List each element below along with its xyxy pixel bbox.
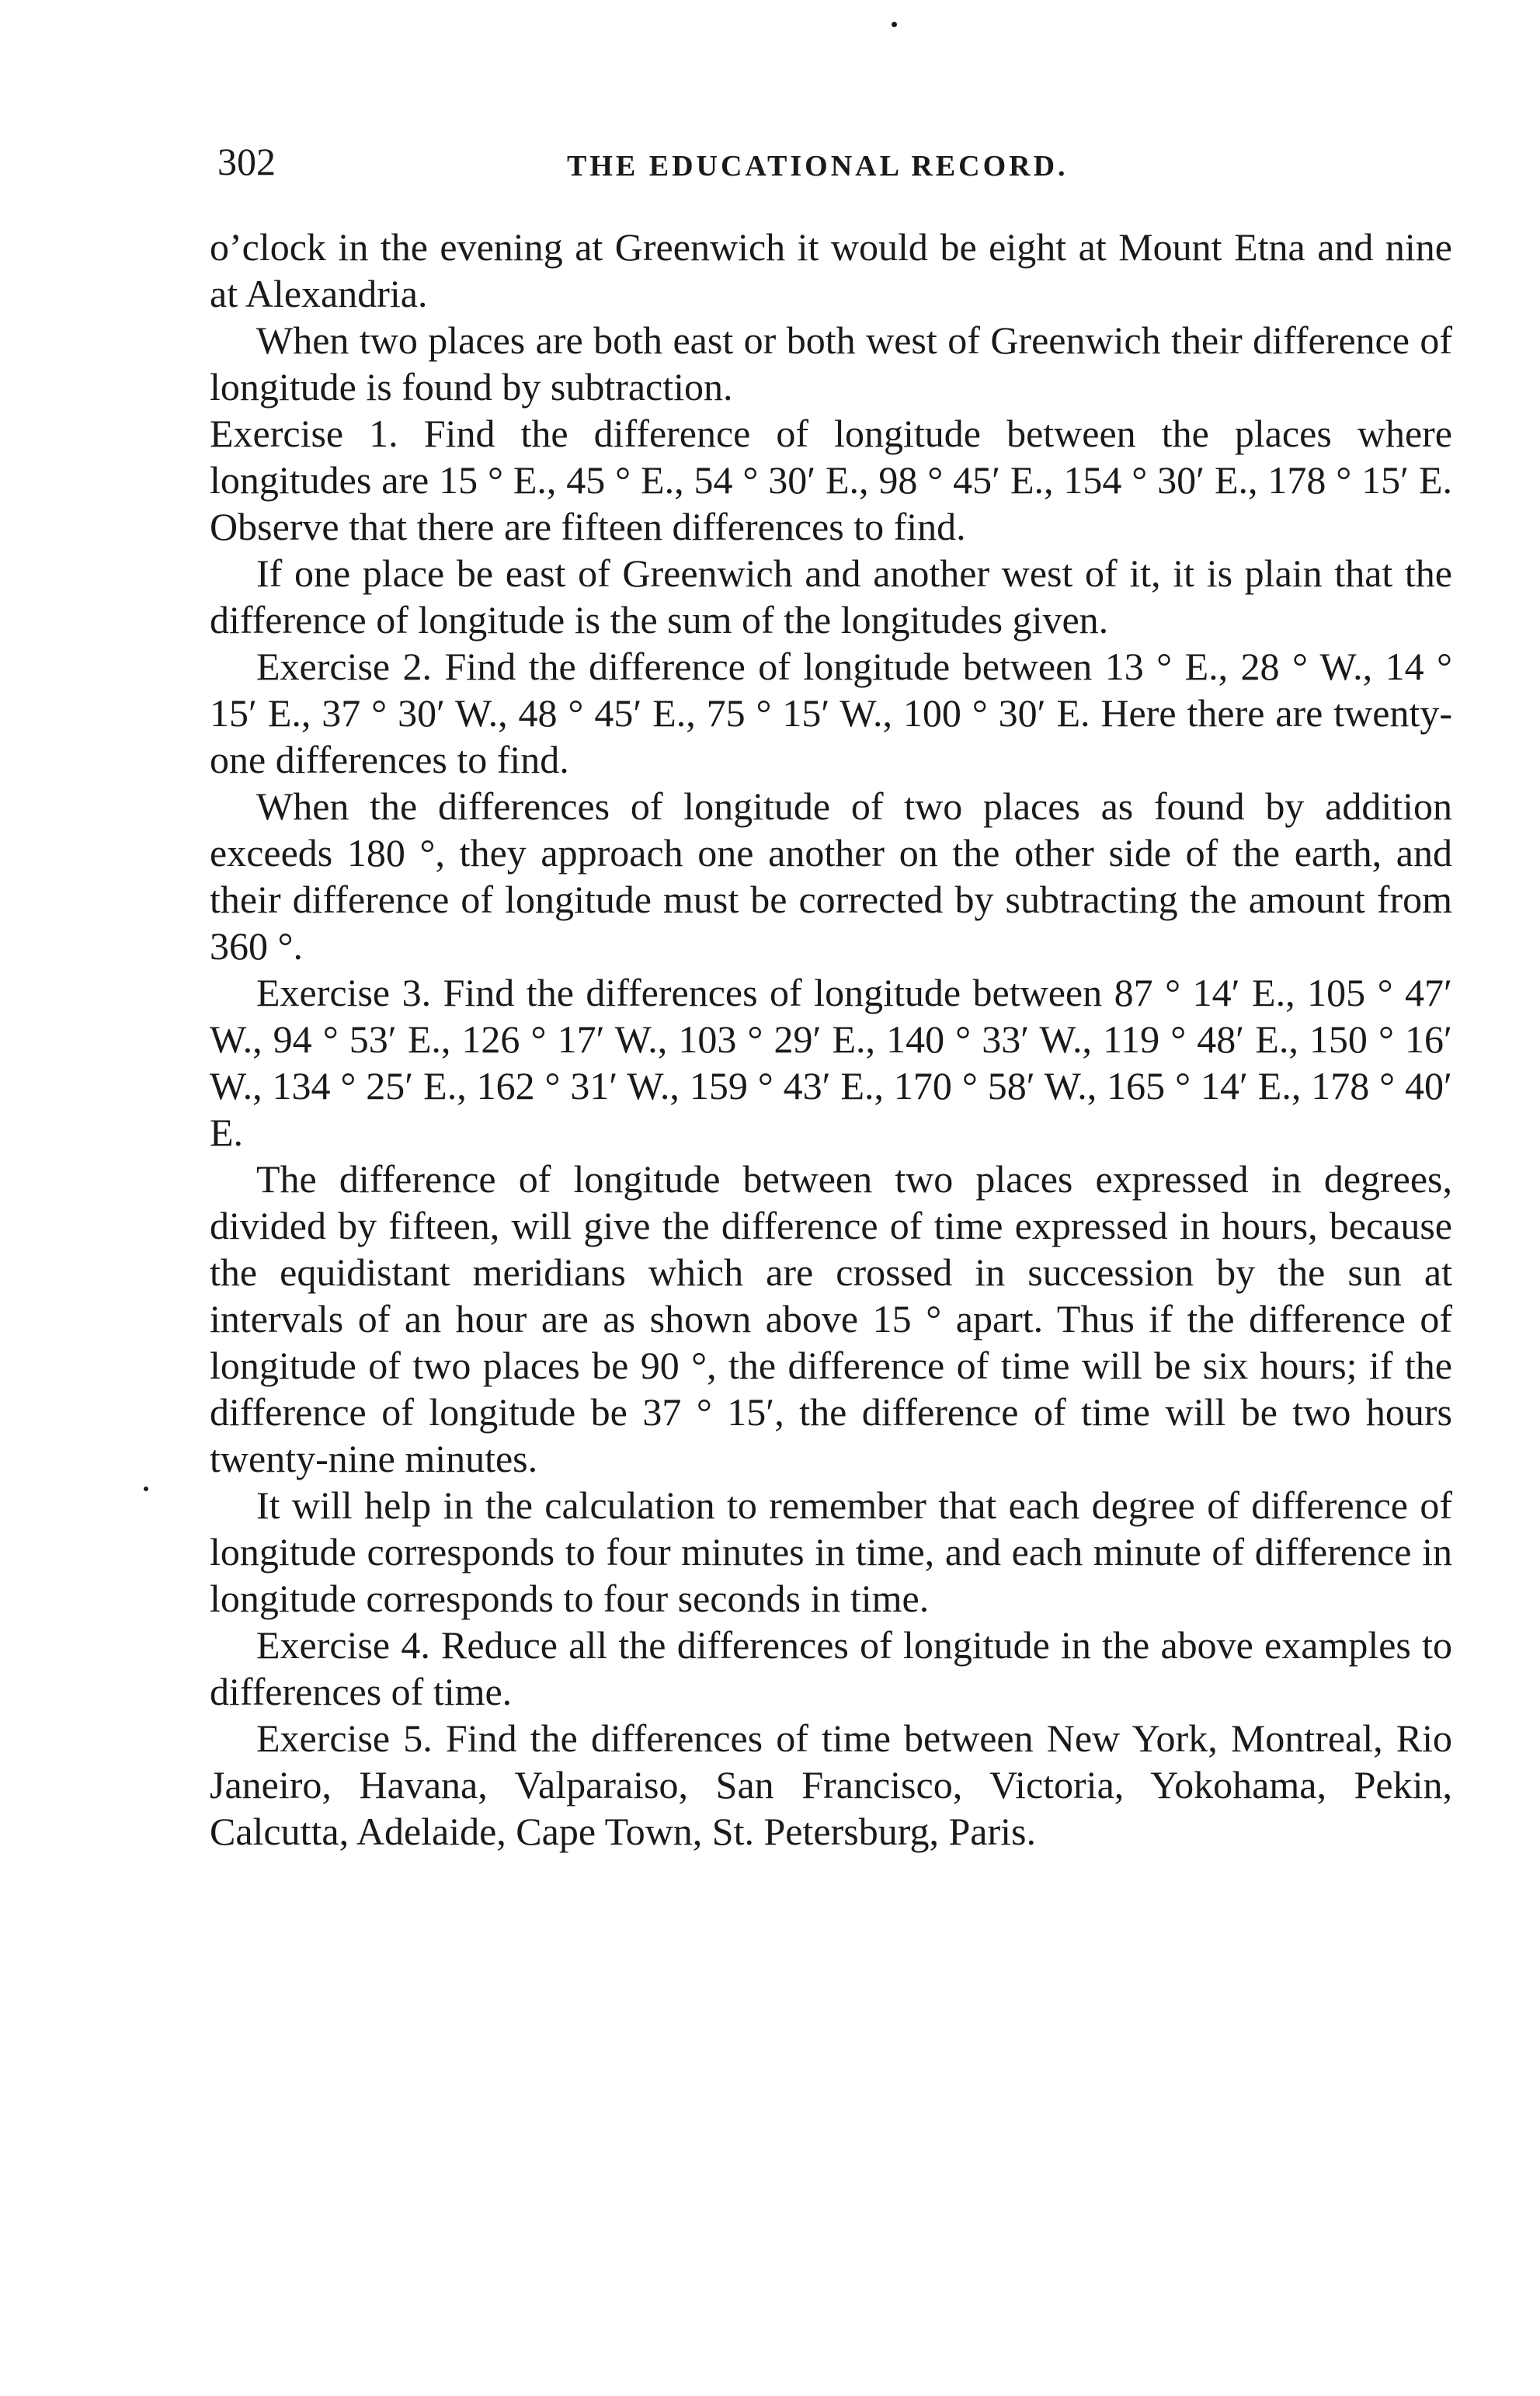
paragraph-addition-rule: If one place be east of Greenwich and another west of it, it is plain that the difference of longitude is the sum of the longitudes given. <box>210 551 1452 642</box>
paragraph-time-conversion: The difference of longitude between two places expressed in degrees, divided by fifteen, will give the difference of time expressed in hours, because the equidistant meridians which are crossed in succession by the sun at intervals of an hour are as shown above 15 ° apart. Thus if the difference of longitude of two places be 90 °, the difference of time will be six hours; if the difference of longitude be 37 ° 15′, the difference of time will be two hours twenty-nine minutes. <box>210 1157 1452 1480</box>
paragraph-exercise-1: Exercise 1. Find the difference of longitude between the places where longitudes are 15 ° E., 45 ° E., 54 ° 30′ E., 98 ° 45′ E., 154 ° 30′ E., 178 ° 15′ E. Observe that there are fifteen differences to find. <box>210 412 1452 548</box>
page-number: 302 <box>217 140 276 183</box>
print-speck <box>892 22 897 27</box>
paragraph-calculation-tip: It will help in the calculation to remember that each degree of difference of longitude corresponds to four minutes in time, and each minute of difference in longitude corresponds to four seconds in time. <box>210 1483 1452 1620</box>
paragraph-subtraction-rule: When two places are both east or both west of Greenwich their difference of longitude is found by subtraction. <box>210 318 1452 409</box>
paragraph-exercise-5: Exercise 5. Find the differences of time between New York, Montreal, Rio Janeiro, Havana, Valparaiso, San Francisco, Victoria, Yokohama, Pekin, Calcutta, Adelaide, Cape Town, St. Petersburg, Paris. <box>210 1716 1452 1853</box>
running-head <box>210 130 1468 193</box>
paragraph-greenwich-times: o’clock in the evening at Greenwich it would be eight at Mount Etna and nine at Alexandria. <box>210 225 1452 315</box>
book-page <box>210 0 1468 2396</box>
body-text <box>210 224 1452 1855</box>
print-speck <box>144 1487 148 1491</box>
paragraph-exercise-3: Exercise 3. Find the differences of longitude between 87 ° 14′ E., 105 ° 47′ W., 94 ° 53′ E., 126 ° 17′ W., 103 ° 29′ E., 140 ° 33′ W., 119 ° 48′ E., 150 ° 16′ W., 134 ° 25′ E., 162 ° 31′ W., 159 ° 43′ E., 170 ° 58′ W., 165 ° 14′ E., 178 ° 40′ E. <box>210 971 1452 1154</box>
paragraph-correction-rule: When the differences of longitude of two places as found by addition exceeds 180 °, they approach one another on the other side of the earth, and their difference of longitude must be corrected by subtracting the amount from 360 °. <box>210 784 1452 968</box>
paragraph-exercise-2: Exercise 2. Find the difference of longitude between 13 ° E., 28 ° W., 14 ° 15′ E., 37 ° 30′ W., 48 ° 45′ E., 75 ° 15′ W., 100 ° 30′ E. Here there are twenty-one differences to find. <box>210 645 1452 781</box>
journal-title: THE EDUCATIONAL RECORD. <box>567 150 1069 183</box>
paragraph-exercise-4: Exercise 4. Reduce all the differences of longitude in the above examples to differences of time. <box>210 1623 1452 1713</box>
